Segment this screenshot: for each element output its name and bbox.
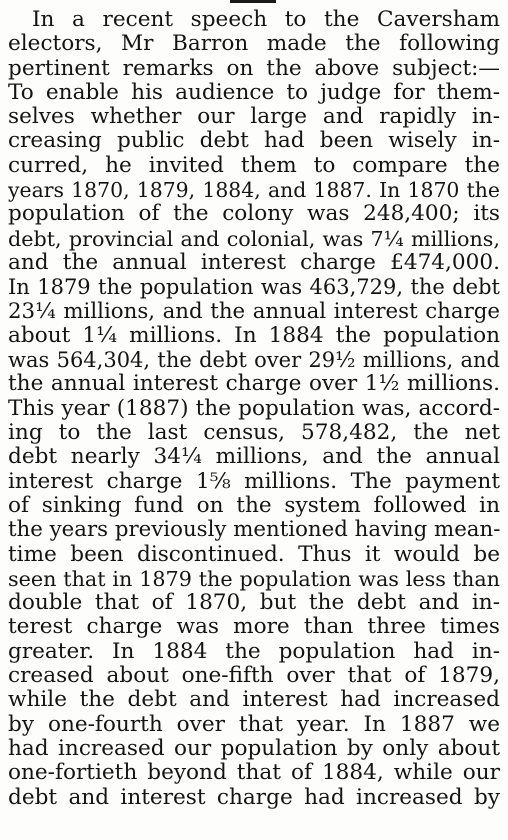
article-line: debt and interest charge had increased by <box>8 785 500 810</box>
article-line: In a recent speech to the Caversham <box>32 8 500 32</box>
article-line: ing to the last census, 578,482, the net <box>8 421 500 446</box>
article-line: debt nearly 34¼ millions, and the annual <box>8 445 500 470</box>
article-line: selves whether our large and rapidly in- <box>8 105 500 130</box>
article-line: the years previously mentioned having mean- <box>8 518 500 543</box>
article-line: electors, Mr Barron made the following <box>8 32 500 57</box>
article-line: while the debt and interest had increased <box>8 688 500 713</box>
article-line: debt, provincial and colonial, was 7¼ millions, <box>8 226 500 251</box>
article-line: creasing public debt had been wisely in- <box>8 129 500 154</box>
article-line: had increased our population by only about <box>8 736 500 761</box>
article-line: population of the colony was 248,400; its <box>8 202 500 227</box>
article-line: was 564,304, the debt over 29½ millions, and <box>8 348 500 373</box>
article-line: In 1879 the population was 463,729, the debt <box>8 275 500 300</box>
article-line: about 1¼ millions. In 1884 the population <box>8 323 500 348</box>
article-line: and the annual interest charge £474,000. <box>8 250 500 275</box>
column-divider-rule <box>230 0 276 3</box>
article-line: time been discontinued. Thus it would be <box>8 542 500 567</box>
article-line: by one-fourth over that year. In 1887 we <box>8 712 500 737</box>
article-line: greater. In 1884 the population had in- <box>8 639 500 664</box>
article-line: To enable his audience to judge for them- <box>8 80 500 105</box>
article-line: interest charge 1⅝ millions. The payment <box>8 469 500 494</box>
article-line: 23¼ millions, and the annual interest charge <box>8 299 500 324</box>
article-line: the annual interest charge over 1½ millions. <box>8 372 500 397</box>
article-line: seen that in 1879 the population was less than <box>8 566 500 591</box>
article-line: curred, he invited them to compare the <box>8 153 500 178</box>
article-line: This year (1887) the population was, accord- <box>8 396 500 421</box>
article-line: creased about one-fifth over that of 1879, <box>8 664 500 689</box>
article-line: years 1870, 1879, 1884, and 1887. In 1870 the <box>8 178 500 203</box>
article-line: one-fortieth beyond that of 1884, while our <box>8 761 500 786</box>
article-line: double that of 1870, but the debt and in- <box>8 591 500 616</box>
article-column <box>8 8 500 810</box>
article-line: terest charge was more than three times <box>8 615 500 640</box>
article-line: of sinking fund on the system followed in <box>8 493 500 518</box>
article-line: pertinent remarks on the above subject:— <box>8 56 500 81</box>
